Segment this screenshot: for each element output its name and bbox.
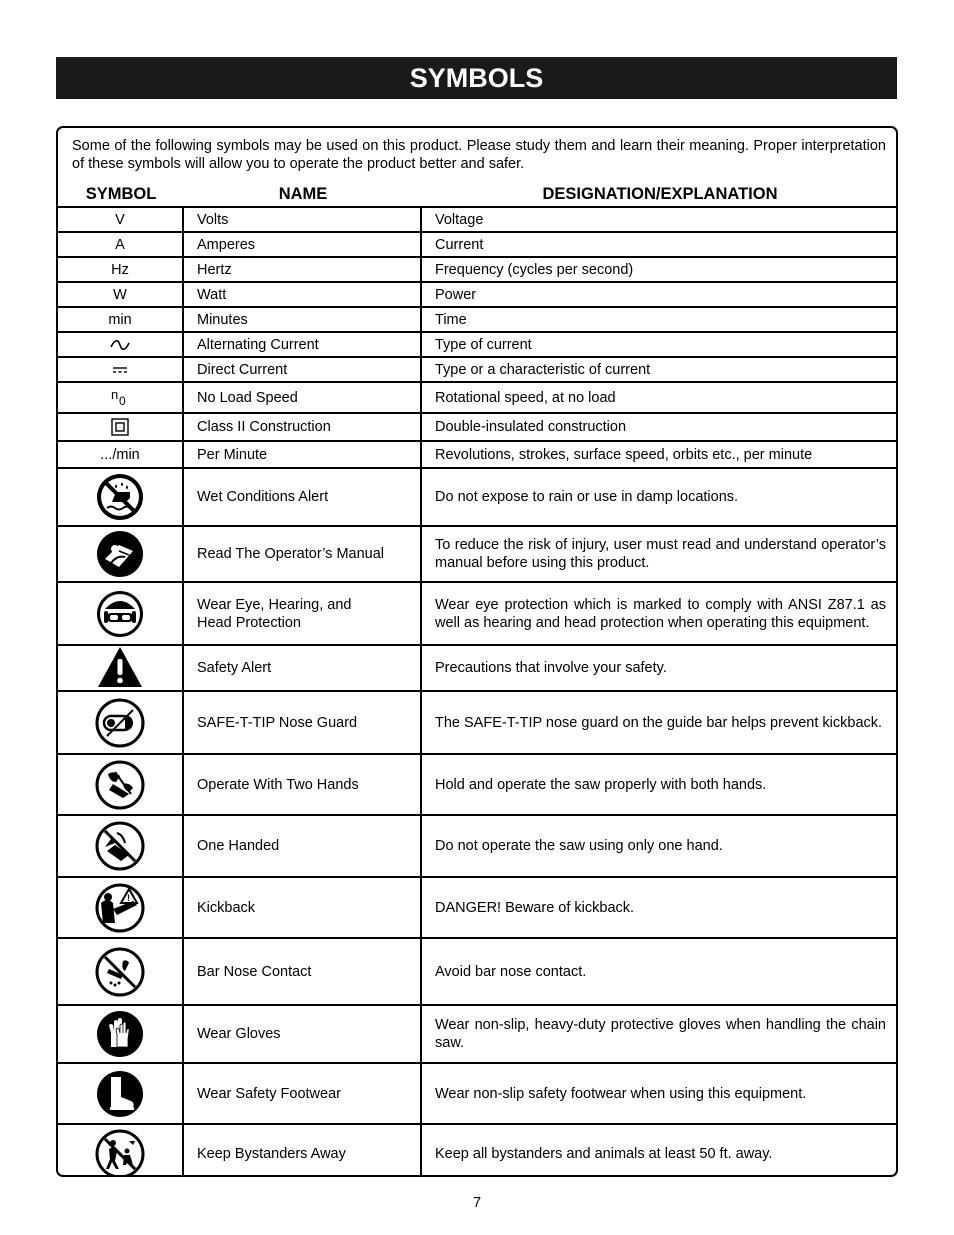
name-text: Wear Eye, Hearing, and Head Protection (197, 596, 352, 631)
table-row (58, 381, 896, 412)
designation-text: Type of current (435, 336, 532, 353)
table-row (58, 440, 896, 467)
table-row (58, 306, 896, 331)
two-hands-icon (95, 760, 145, 810)
name-cell (184, 692, 422, 753)
designation-cell (422, 258, 898, 281)
symbol-cell (58, 646, 184, 690)
symbol-cell (58, 333, 184, 356)
designation-cell (422, 414, 898, 440)
name-text: Read The Operator’s Manual (197, 546, 384, 562)
symbol-cell (58, 383, 184, 412)
designation-cell (422, 308, 898, 331)
name-cell (184, 1064, 422, 1123)
table-row (58, 467, 896, 525)
designation-cell (422, 939, 898, 1004)
keep-bystanders-away-icon (95, 1129, 145, 1178)
table-row (58, 1062, 896, 1123)
designation-text: Double-insulated construction (435, 419, 627, 435)
designation-text: The SAFE-T-TIP nose guard on the guide bar helps prevent kickback. (435, 714, 883, 731)
table-row (58, 412, 896, 440)
wet-conditions-alert-icon (95, 472, 145, 522)
designation-text: Current (435, 236, 484, 253)
symbol-text: .../min (100, 446, 140, 463)
symbol-cell (58, 583, 184, 644)
name-text: One Handed (197, 838, 280, 854)
designation-text: Power (435, 286, 477, 303)
table-row (58, 876, 896, 937)
kickback-icon (95, 883, 145, 933)
designation-cell (422, 383, 898, 412)
designation-text: To reduce the risk of injury, user must read and understand operator’s manual before using this product. (435, 537, 886, 571)
designation-cell (422, 527, 898, 581)
name-cell (184, 442, 422, 467)
designation-text: Wear eye protection which is marked to comply with ANSI Z87.1 as well as hearing and head protection when operating this equipment. (435, 596, 886, 631)
designation-cell (422, 358, 898, 381)
designation-cell (422, 816, 898, 876)
table-row (58, 206, 896, 231)
symbol-text: V (115, 211, 125, 228)
designation-text: Do not expose to rain or use in damp locations. (435, 489, 739, 505)
table-row (58, 814, 896, 876)
no-load-speed-icon (109, 388, 131, 408)
designation-text: Type or a characteristic of current (435, 361, 651, 378)
table-row (58, 256, 896, 281)
name-cell (184, 383, 422, 412)
designation-cell (422, 755, 898, 814)
name-cell (184, 258, 422, 281)
intro-text: Some of the following symbols may be used on this product. Please study them and learn their meaning. Proper interpretation of these symbols will allow you to operate the product better and safer. (72, 138, 886, 172)
table-row (58, 281, 896, 306)
symbol-cell (58, 469, 184, 525)
name-cell (184, 414, 422, 440)
designation-text: Frequency (cycles per second) (435, 261, 634, 278)
symbol-cell (58, 527, 184, 581)
designation-cell (422, 233, 898, 256)
table-row (58, 231, 896, 256)
symbols-table (58, 206, 896, 1175)
page-number: 7 (472, 1195, 482, 1211)
name-cell (184, 583, 422, 644)
symbol-cell (58, 233, 184, 256)
svg-text:n: n (111, 387, 119, 402)
name-text: Kickback (197, 899, 256, 916)
name-cell (184, 308, 422, 331)
symbol-cell (58, 442, 184, 467)
name-text: Direct Current (197, 361, 288, 378)
table-row (58, 331, 896, 356)
symbol-cell (58, 1006, 184, 1062)
symbol-text: min (108, 311, 132, 328)
eye-hearing-head-protection-icon (95, 589, 145, 639)
name-text: Per Minute (197, 446, 268, 463)
designation-text: Precautions that involve your safety. (435, 660, 667, 676)
name-text: Wear Gloves (197, 1026, 281, 1042)
designation-text: Revolutions, strokes, surface speed, orbits etc., per minute (435, 446, 813, 463)
name-text: Operate With Two Hands (197, 776, 359, 793)
symbol-cell (58, 358, 184, 381)
name-text: Wet Conditions Alert (197, 489, 329, 505)
one-handed-icon (95, 821, 145, 871)
symbol-cell (58, 283, 184, 306)
symbol-text: Hz (111, 261, 129, 278)
page-title: SYMBOLS (56, 57, 897, 99)
designation-text: Hold and operate the saw properly with both hands. (435, 776, 767, 793)
symbol-cell (58, 692, 184, 753)
name-cell (184, 208, 422, 231)
header-symbol: SYMBOL (85, 185, 157, 203)
name-cell (184, 939, 422, 1004)
table-row (58, 525, 896, 581)
name-cell (184, 646, 422, 690)
table-row (58, 356, 896, 381)
name-text: Hertz (197, 261, 232, 278)
name-cell (184, 527, 422, 581)
bar-nose-contact-icon (95, 947, 145, 997)
symbol-cell (58, 939, 184, 1004)
designation-cell (422, 1006, 898, 1062)
symbol-cell (58, 1125, 184, 1177)
table-row (58, 753, 896, 814)
symbol-cell (58, 816, 184, 876)
designation-cell (422, 283, 898, 306)
safety-footwear-icon (95, 1069, 145, 1119)
designation-cell (422, 442, 898, 467)
designation-text: Wear non-slip safety footwear when using this equipment. (435, 1085, 807, 1102)
name-text: Watt (197, 286, 227, 303)
alternating-current-icon (109, 338, 131, 352)
header-name: NAME (278, 185, 328, 203)
symbol-text: A (115, 236, 125, 253)
table-row (58, 937, 896, 1004)
class-ii-construction-icon (111, 418, 129, 436)
designation-cell (422, 692, 898, 753)
designation-text: Avoid bar nose contact. (435, 963, 587, 980)
name-text: SAFE-T-TIP Nose Guard (197, 714, 358, 731)
symbols-panel (56, 126, 898, 1177)
designation-cell (422, 878, 898, 937)
header-designation: DESIGNATION/EXPLANATION (542, 185, 778, 203)
symbol-text: W (113, 286, 127, 303)
symbol-cell (58, 414, 184, 440)
name-cell (184, 878, 422, 937)
read-manual-icon (95, 529, 145, 579)
designation-cell (422, 469, 898, 525)
name-text: Minutes (197, 311, 248, 328)
name-text: Volts (197, 211, 229, 228)
designation-cell (422, 646, 898, 690)
table-row (58, 644, 896, 690)
table-row (58, 690, 896, 753)
gloves-icon (95, 1009, 145, 1059)
svg-text:!: ! (127, 892, 130, 903)
name-cell (184, 333, 422, 356)
symbol-cell (58, 755, 184, 814)
name-cell (184, 358, 422, 381)
symbol-cell (58, 258, 184, 281)
name-text: Wear Safety Footwear (197, 1085, 341, 1102)
designation-cell (422, 583, 898, 644)
symbol-cell (58, 1064, 184, 1123)
name-cell (184, 1125, 422, 1177)
name-cell (184, 755, 422, 814)
designation-cell (422, 333, 898, 356)
name-cell (184, 469, 422, 525)
symbol-cell (58, 308, 184, 331)
designation-cell (422, 1125, 898, 1177)
designation-cell (422, 1064, 898, 1123)
table-row (58, 1004, 896, 1062)
name-cell (184, 1006, 422, 1062)
name-text: Bar Nose Contact (197, 963, 312, 980)
svg-text:0: 0 (119, 393, 126, 408)
designation-text: Rotational speed, at no load (435, 389, 616, 406)
designation-text: Keep all bystanders and animals at least 50 ft. away. (435, 1145, 773, 1162)
nose-guard-icon (95, 698, 145, 748)
name-text: Class II Construction (197, 419, 331, 435)
safety-alert-icon (95, 643, 145, 693)
name-text: Safety Alert (197, 660, 272, 676)
name-text: Keep Bystanders Away (197, 1145, 346, 1162)
designation-cell (422, 208, 898, 231)
name-cell (184, 283, 422, 306)
designation-text: Voltage (435, 211, 484, 228)
table-row (58, 581, 896, 644)
name-text: No Load Speed (197, 389, 298, 406)
name-text: Alternating Current (197, 336, 319, 353)
designation-text: Time (435, 311, 467, 328)
designation-text: DANGER! Beware of kickback. (435, 899, 635, 916)
table-row (58, 1123, 896, 1177)
name-text: Amperes (197, 236, 256, 253)
name-cell (184, 233, 422, 256)
symbol-cell (58, 878, 184, 937)
designation-text: Wear non-slip, heavy-duty protective gloves when handling the chain saw. (435, 1017, 886, 1051)
direct-current-icon (112, 365, 128, 375)
name-cell (184, 816, 422, 876)
symbol-cell (58, 208, 184, 231)
designation-text: Do not operate the saw using only one hand. (435, 838, 723, 854)
